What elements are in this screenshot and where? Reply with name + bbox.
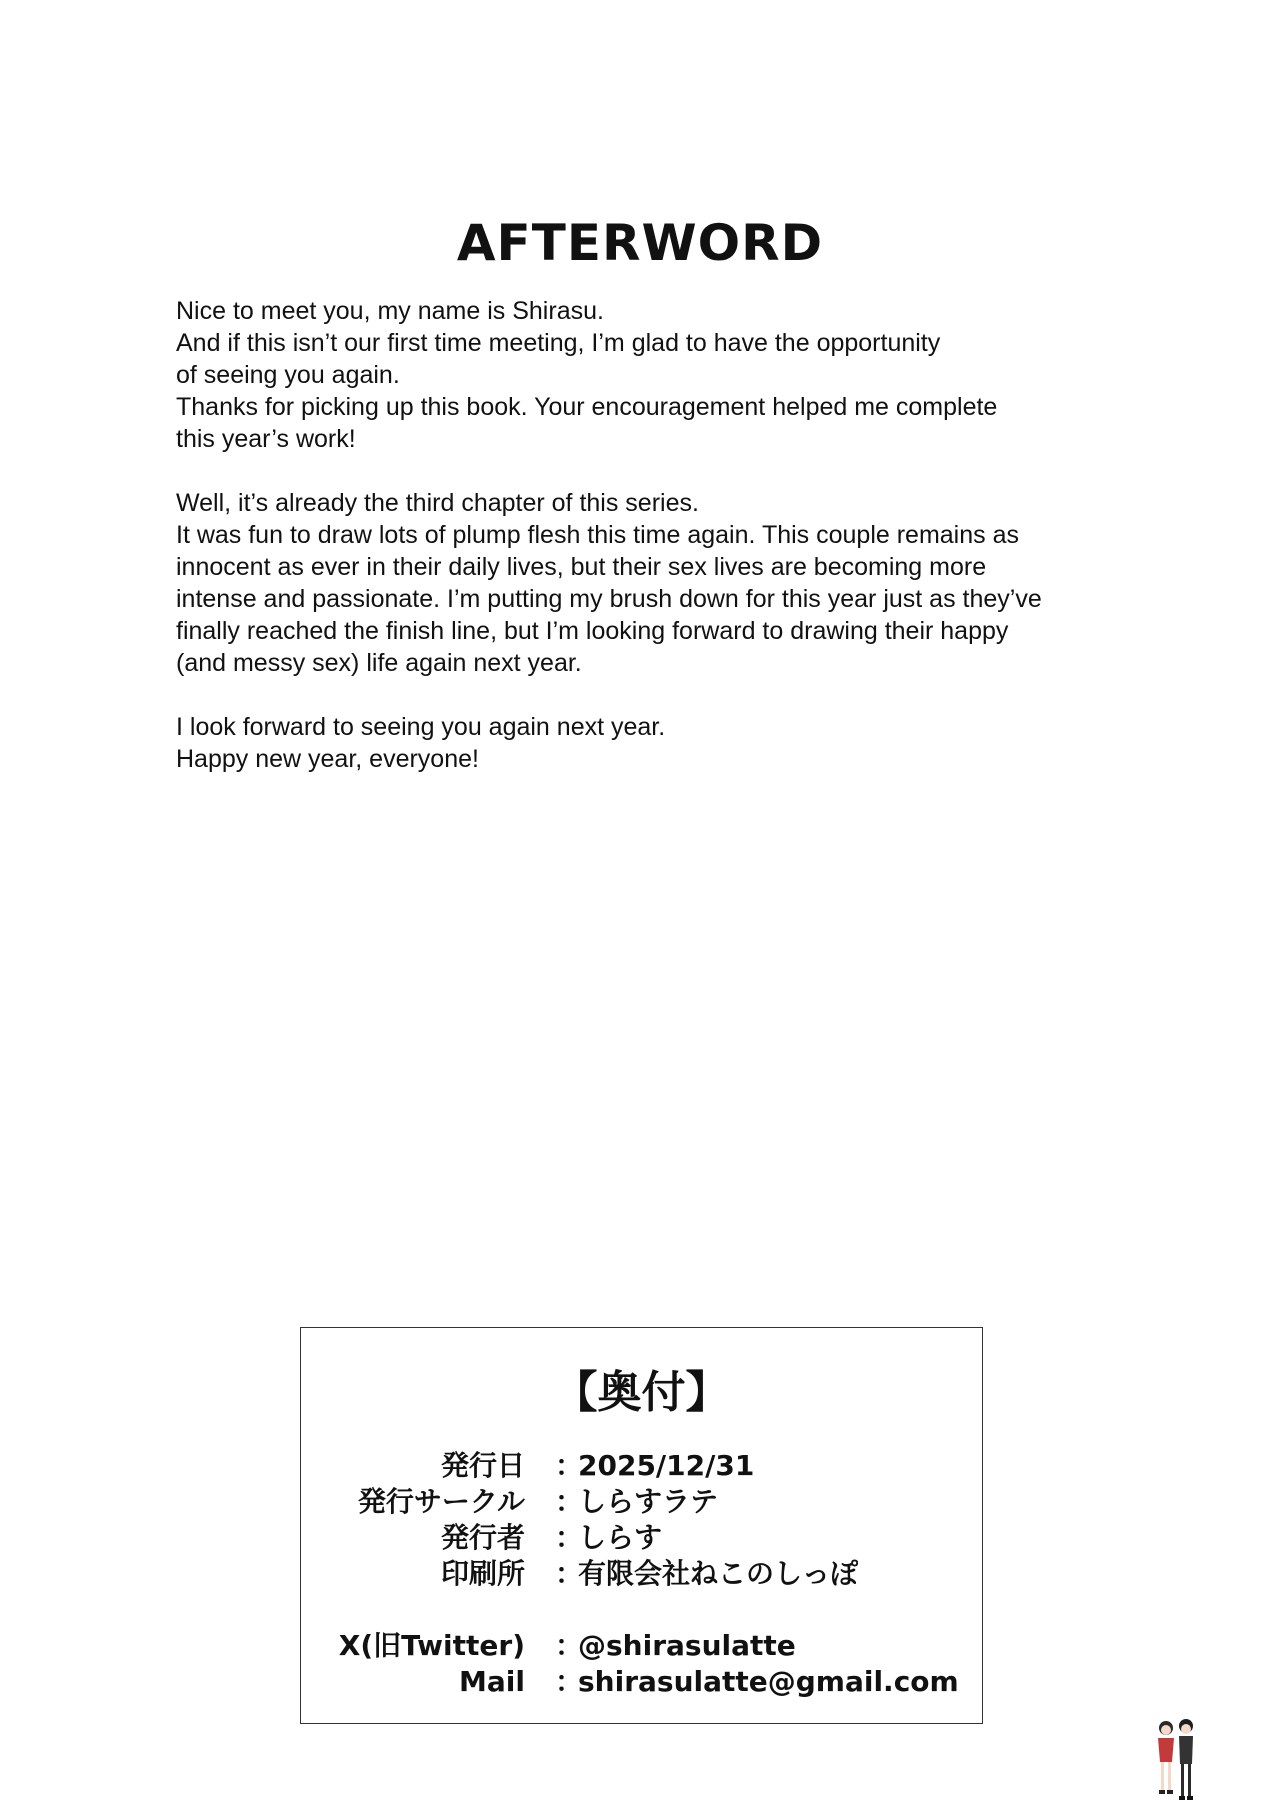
page-title: AFTERWORD	[456, 213, 824, 272]
row-separator: ：	[555, 1557, 584, 1590]
row-label: X(旧Twitter)	[338, 1629, 525, 1662]
row-value: しらすラテ	[578, 1485, 719, 1518]
row-label: 印刷所	[440, 1557, 525, 1590]
email-link[interactable]: shirasulatte@gmail.com	[578, 1665, 959, 1698]
text-line: Happy new year, everyone!	[176, 745, 479, 773]
mascot-characters-icon	[1152, 1718, 1200, 1802]
text-line: Thanks for picking up this book. Your encouragement helped me complete	[176, 393, 998, 421]
text-line: this year’s work!	[176, 425, 356, 453]
text-line: of seeing you again.	[176, 361, 400, 389]
row-label: 発行者	[440, 1521, 525, 1554]
colophon-title: 【奥付】	[553, 1367, 730, 1418]
twitter-handle[interactable]: @shirasulatte	[578, 1629, 796, 1662]
row-separator: ：	[555, 1629, 584, 1662]
colophon-row-mail	[301, 1664, 982, 1700]
row-label: Mail	[459, 1665, 525, 1698]
text-line: And if this isn’t our first time meeting, I’m glad to have the opportunity	[176, 329, 941, 357]
text-line: finally reached the finish line, but I’m looking forward to drawing their happy	[176, 617, 1009, 645]
afterword-body	[176, 295, 1136, 807]
colophon-row-date	[301, 1448, 982, 1484]
text-line: Nice to meet you, my name is Shirasu.	[176, 297, 604, 325]
text-line: It was fun to draw lots of plump flesh this time again. This couple remains as	[176, 521, 1019, 549]
text-line: intense and passionate. I’m putting my brush down for this year just as they’ve	[176, 585, 1042, 613]
row-label: 発行サークル	[357, 1485, 525, 1518]
colophon-row-twitter	[301, 1628, 982, 1664]
text-line: I look forward to seeing you again next year.	[176, 713, 666, 741]
row-label: 発行日	[440, 1449, 525, 1482]
paragraph-series	[176, 487, 1136, 679]
text-line: innocent as ever in their daily lives, but their sex lives are becoming more	[176, 553, 987, 581]
paragraph-greeting	[176, 295, 1136, 455]
colophon-info	[301, 1448, 982, 1700]
row-value: 有限会社ねこのしっぽ	[578, 1557, 859, 1590]
row-separator: ：	[555, 1665, 584, 1698]
colophon-row-publisher	[301, 1520, 982, 1556]
row-value: 2025/12/31	[578, 1449, 755, 1482]
colophon-box	[300, 1327, 983, 1724]
row-separator: ：	[555, 1449, 584, 1482]
colophon-row-printer	[301, 1556, 982, 1592]
paragraph-closing	[176, 711, 1136, 775]
colophon-row-circle	[301, 1484, 982, 1520]
row-value: しらす	[578, 1521, 663, 1554]
row-separator: ：	[555, 1485, 584, 1518]
row-separator: ：	[555, 1521, 584, 1554]
text-line: (and messy sex) life again next year.	[176, 649, 582, 677]
text-line: Well, it’s already the third chapter of this series.	[176, 489, 699, 517]
